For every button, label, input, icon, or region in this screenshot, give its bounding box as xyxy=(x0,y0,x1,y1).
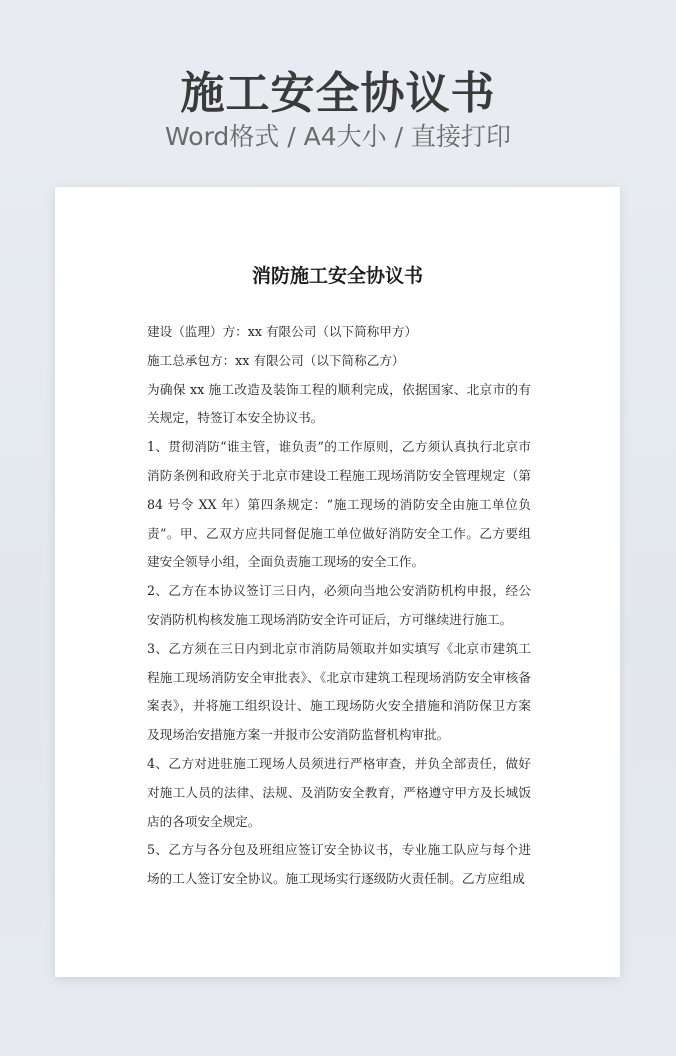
clause-3-paragraph: 3、乙方须在三日内到北京市消防局领取并如实填写《北京市建筑工程施工现场消防安全审批表》、《北京市建筑工程现场消防安全审核备案表》，并将施工组织设计、施工现场防火安全措施和消防保卫方案及现场治安措施方案一并报市公安消防监督机构审批。 xyxy=(147,640,531,743)
clause-1-paragraph: 1、贯彻消防“谁主管，谁负责”的工作原则，乙方须认真执行北京市消防条例和政府关于北京市建设工程施工现场消防安全管理规定（第 84 号令 XX 年）第四条规定：“施工现场的消防安全由施工单位负责”。甲、乙双方应共同督促施工单位做好消防安全工作。乙方要组建安全领导小组，全面负责施工现场的安全工作。 xyxy=(147,439,531,570)
clause-5-paragraph: 5、乙方与各分包及班组应签订安全协议书，专业施工队应与每个进场的工人签订安全协议。施工现场实行逐级防火责任制。乙方应组成 xyxy=(147,842,531,887)
party-a-line: 建设（监理）方：xx 有限公司（以下简称甲方） xyxy=(147,324,418,339)
party-b-line: 施工总承包方：xx 有限公司（以下简称乙方） xyxy=(147,352,405,368)
document-page xyxy=(55,187,620,977)
page-subtitle: Word格式 / A4大小 / 直接打印 xyxy=(165,122,511,151)
page-title: 施工安全协议书 xyxy=(180,68,496,119)
document-body xyxy=(147,318,531,894)
document-title: 消防施工安全协议书 xyxy=(251,265,423,287)
preamble-paragraph: 为确保 xx 施工改造及装饰工程的顺利完成，依据国家、北京市的有关规定，特签订本安全协议书。 xyxy=(147,381,531,426)
clause-2-paragraph: 2、乙方在本协议签订三日内，必须向当地公安消防机构申报，经公安消防机构核发施工现场消防安全许可证后，方可继续进行施工。 xyxy=(147,583,531,627)
clause-4-paragraph: 4、乙方对进驻施工现场人员须进行严格审查，并负全部责任，做好对施工人员的法律、法规、及消防安全教育，严格遵守甲方及长城饭店的各项安全规定。 xyxy=(147,755,531,829)
